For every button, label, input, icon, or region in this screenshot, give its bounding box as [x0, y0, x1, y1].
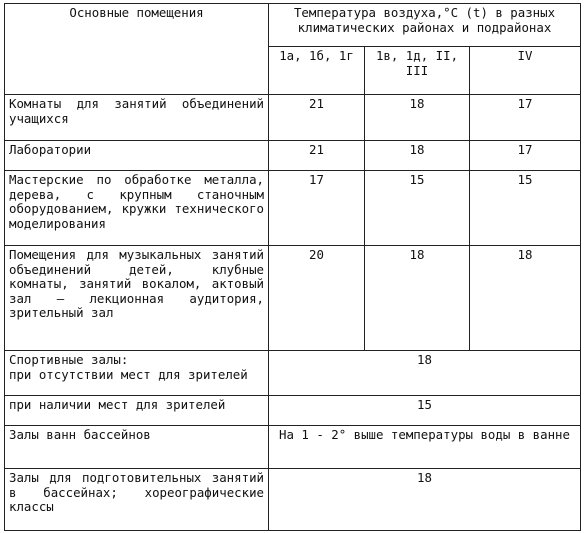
- header-region-2: 1в, 1д, II, III: [365, 47, 470, 95]
- temp-value: 15: [365, 171, 470, 246]
- table-row: [5, 95, 581, 141]
- temp-value: 18: [365, 246, 470, 351]
- temp-value: 18: [269, 351, 581, 396]
- temp-value: 15: [269, 396, 581, 426]
- temp-value: 17: [269, 171, 365, 246]
- room-name: [5, 351, 269, 396]
- table-row: [5, 171, 581, 246]
- temp-value: 21: [269, 141, 365, 171]
- temp-value: 18: [365, 141, 470, 171]
- temp-value: 20: [269, 246, 365, 351]
- header-region-3: IV: [470, 47, 581, 95]
- room-name: Комнаты для занятий объединений учащихся: [5, 95, 269, 141]
- room-name: при наличии мест для зрителей: [5, 396, 269, 426]
- temp-value: 18: [365, 95, 470, 141]
- temp-note: На 1 - 2° выше температуры воды в ванне: [269, 426, 581, 469]
- room-subcase: при отсутствии мест для зрителей: [9, 366, 248, 382]
- table-row: [5, 396, 581, 426]
- temperature-norms-table: [4, 3, 581, 531]
- header-temperature: Температура воздуха,°С (t) в разных климатических районах и подрайонах: [269, 4, 581, 47]
- header-region-1: 1а, 1б, 1г: [269, 47, 365, 95]
- room-name: Лаборатории: [5, 141, 269, 171]
- room-name: Залы для подготовительных занятий в бассейнах; хореографические классы: [5, 469, 269, 531]
- temp-value: 18: [470, 246, 581, 351]
- table-row: [5, 141, 581, 171]
- temp-value: 17: [470, 141, 581, 171]
- temp-value: 18: [269, 469, 581, 531]
- temp-value: 15: [470, 171, 581, 246]
- table-row: [5, 246, 581, 351]
- table-header-row: [5, 4, 581, 47]
- room-name: Помещения для музыкальных занятий объединений детей, клубные комнаты, занятий вокалом, актовый зал – лекционная аудитория, зрительный зал: [5, 246, 269, 351]
- table-row: [5, 469, 581, 531]
- table-row: [5, 426, 581, 469]
- temp-value: 21: [269, 95, 365, 141]
- room-name: Мастерские по обработке металла, дерева, с крупным станочным оборудованием, кружки технического моделирования: [5, 171, 269, 246]
- room-group-title: Спортивные залы:: [9, 352, 129, 367]
- room-name: Залы ванн бассейнов: [5, 426, 269, 469]
- header-rooms: Основные помещения: [5, 4, 269, 95]
- table-row: [5, 351, 581, 396]
- temp-value: 17: [470, 95, 581, 141]
